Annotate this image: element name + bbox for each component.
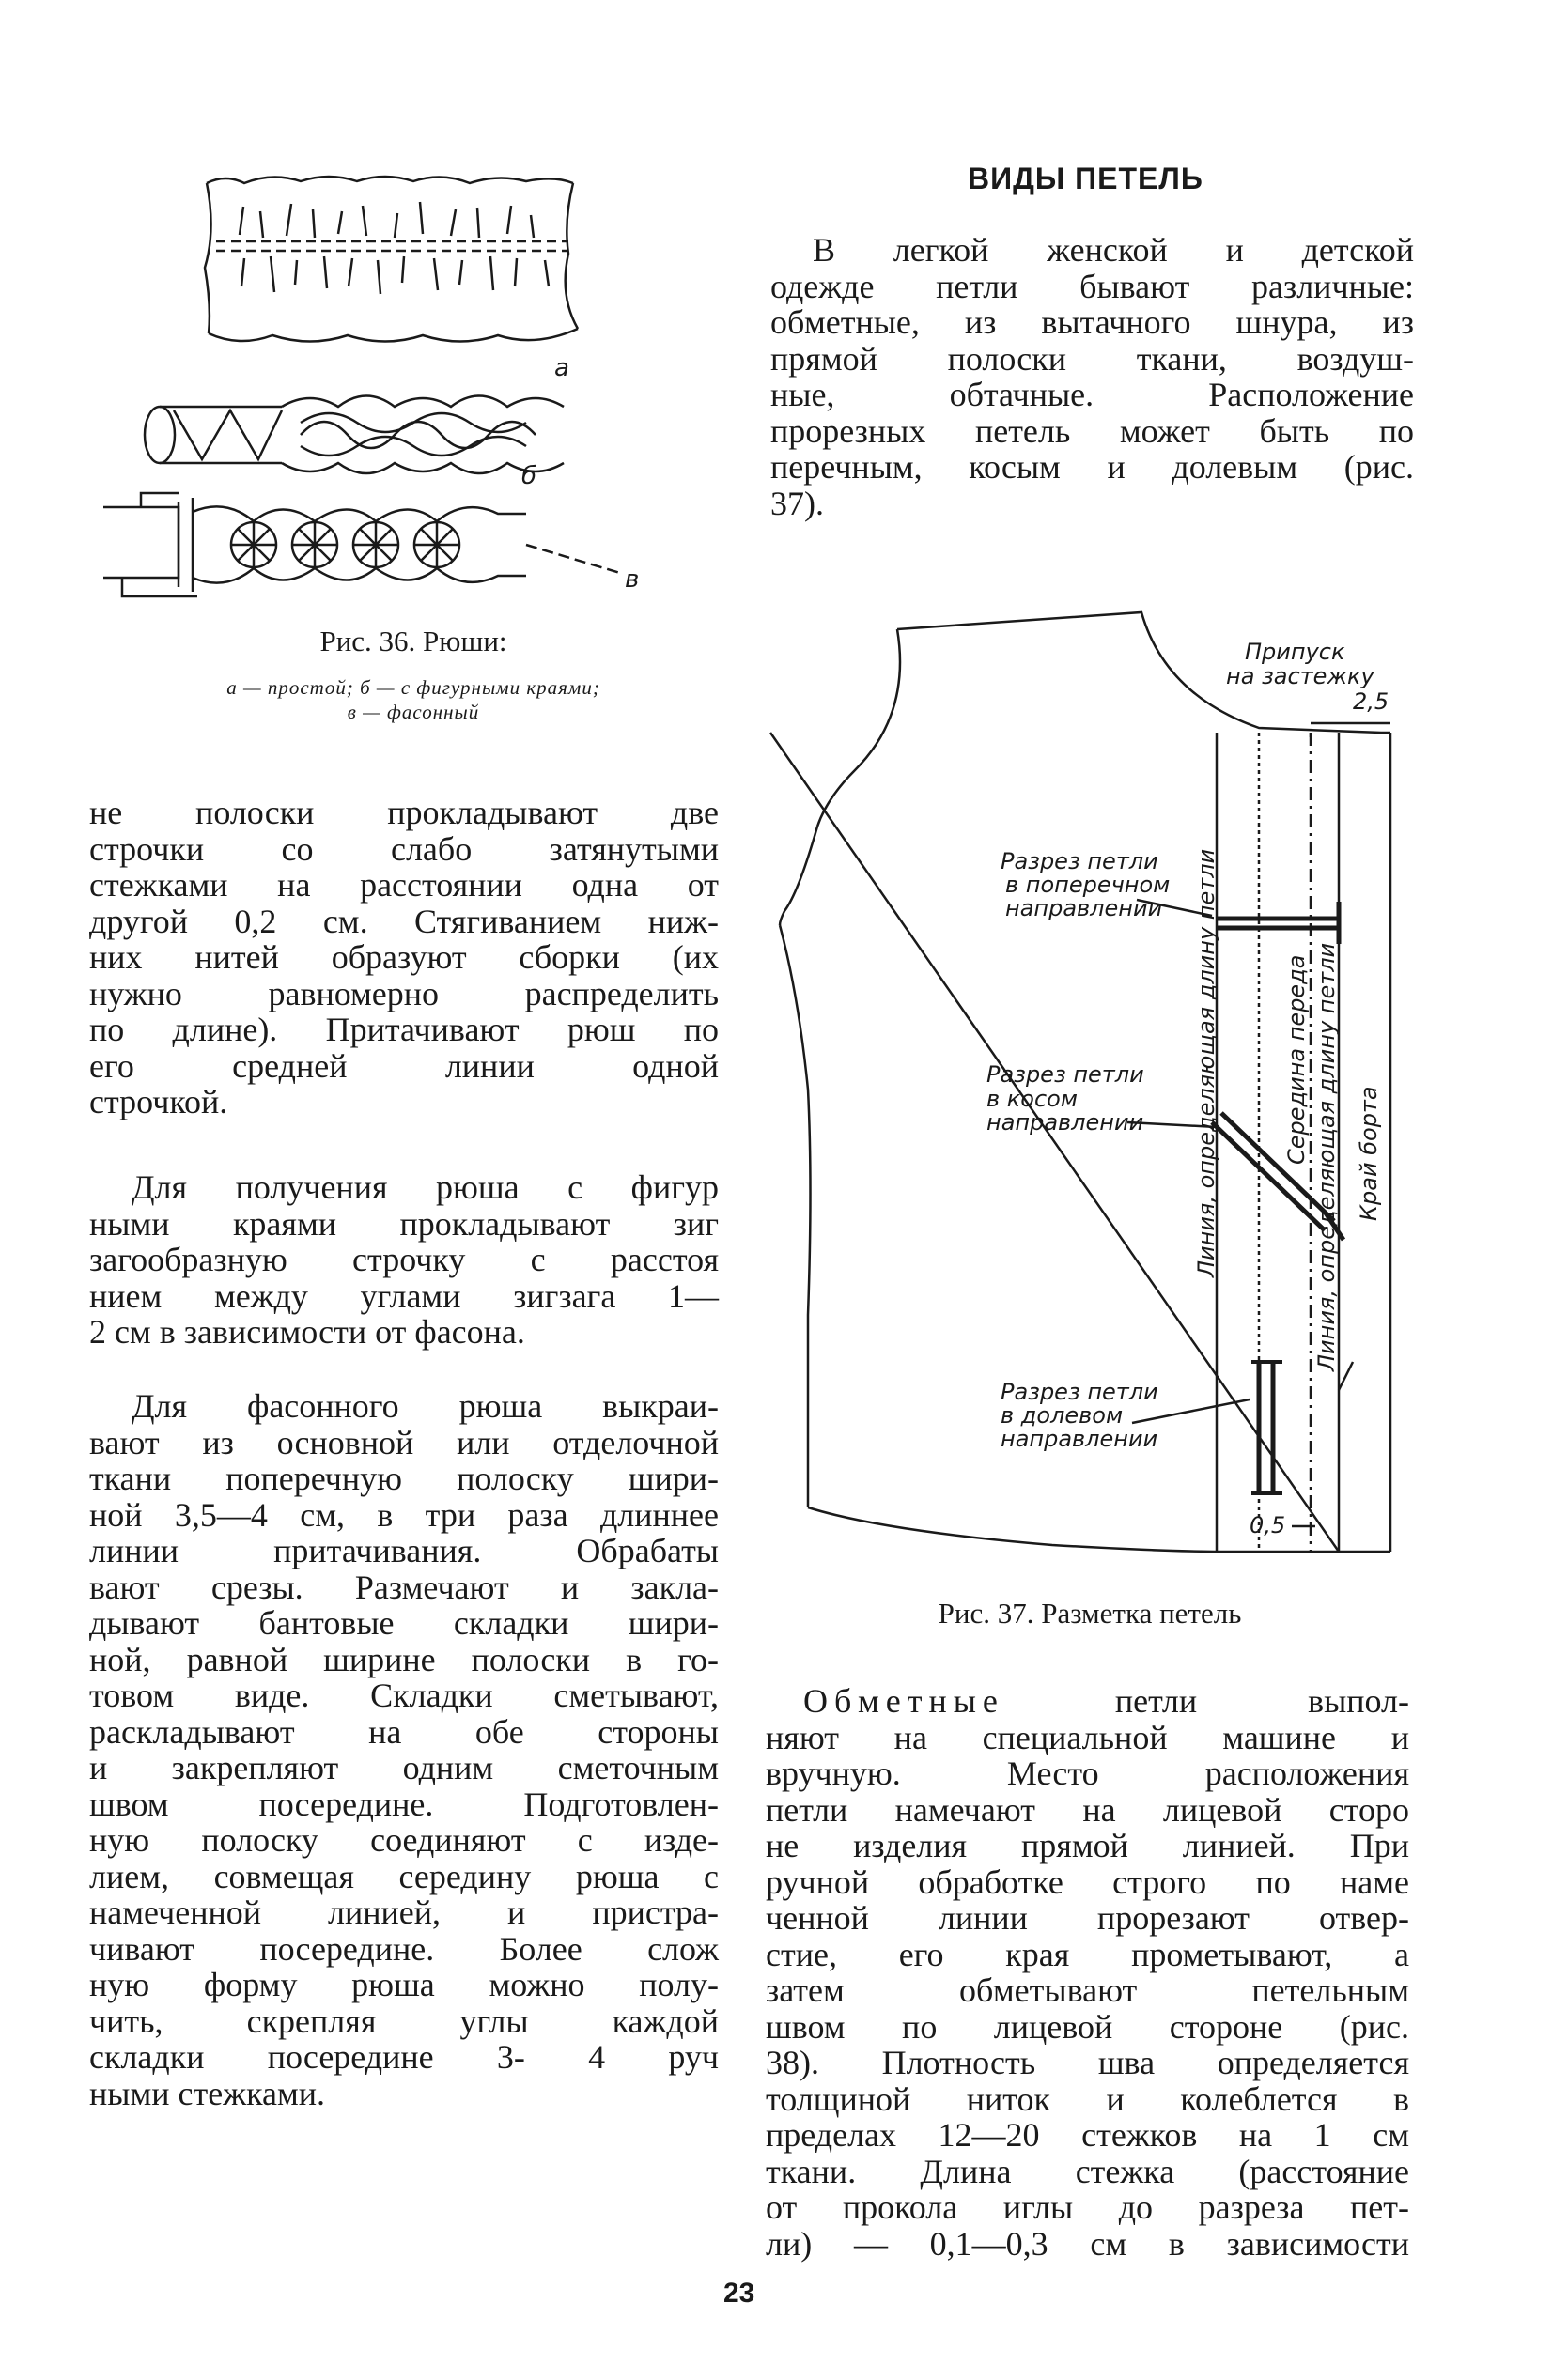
fig37-allowance-label-2: на застежку — [1226, 663, 1374, 689]
text-line: обметные, из вытачного шнура, из — [770, 303, 1414, 341]
text-line: 38). Плотность шва определяется — [766, 2044, 1409, 2081]
fig37-lengthwise-label-2: в долевом — [1001, 1402, 1124, 1429]
text-line: намеченной линией, и пристра- — [89, 1893, 719, 1931]
fig37-vertical-line1: Линия, определяющая длину петли — [1193, 848, 1219, 1277]
fig36-label-a: а — [554, 354, 569, 382]
text-line: чивают посередине. Более слож — [89, 1929, 719, 1968]
text-line: ной 3,5—4 см, в три раза длиннее — [89, 1495, 719, 1534]
fig36-legend-line1: а — простой; б — с фигурными краями; — [226, 676, 600, 699]
figure-36 — [85, 164, 686, 625]
fig37-transverse-label-3: направлении — [1005, 895, 1163, 921]
section-heading: ВИДЫ ПЕТЕЛЬ — [968, 162, 1203, 195]
text-line: одежде петли бывают различные: — [770, 267, 1414, 305]
fig36-label-b: б — [521, 462, 537, 490]
text-line: них нитей образуют сборки (их — [89, 938, 719, 976]
fig37-vertical-center: Середина переда — [1283, 954, 1310, 1165]
text-line — [766, 1683, 1409, 1720]
text-line: ными краями прокладывают зиг — [89, 1204, 719, 1243]
text-line: вают срезы. Размечают и закла- — [89, 1568, 719, 1606]
text-line: В легкой женской и детской — [813, 231, 1414, 269]
text-line: ченной линии прорезают отвер- — [766, 1899, 1409, 1937]
text-line: не полоски прокладывают две — [89, 794, 719, 831]
text-line: вручную. Место расположения — [766, 1754, 1409, 1792]
text-line: нужно равномерно распределить — [89, 974, 719, 1012]
text-line: 2 см в зависимости от фасона. — [89, 1313, 525, 1351]
fig37-lengthwise-label-1: Разрез петли — [1001, 1379, 1158, 1405]
ruffles-illustration — [85, 164, 686, 625]
text-line: ную полоску соединяют с изде- — [89, 1821, 719, 1859]
text-line: стие, его края прометывают, а — [766, 1935, 1409, 1973]
figure-37 — [770, 601, 1428, 1578]
text-line: швом по лицевой стороне (рис. — [766, 2007, 1409, 2046]
right-paragraph-2 — [766, 1683, 1409, 2262]
text-line: Для получения рюша с фигур — [132, 1168, 719, 1206]
fig37-transverse-label-2: в поперечном — [1005, 872, 1171, 898]
fig36-caption: Рис. 36. Рюши: — [319, 625, 507, 657]
text-fragment: петли выпол- — [1114, 1682, 1409, 1720]
fig37-vertical-line2: Линия, определяющая длину петли — [1313, 942, 1340, 1371]
text-line: лием, совмещая середину рюша с — [89, 1857, 719, 1895]
text-line: ручной обработке строго по наме — [766, 1862, 1409, 1901]
text-line: петли намечают на лицевой сторо — [766, 1790, 1409, 1829]
fig37-bottom-value: 0,5 — [1250, 1512, 1286, 1538]
text-line: не изделия прямой линией. При — [766, 1827, 1409, 1864]
fig37-oblique-label-3: направлении — [986, 1109, 1144, 1136]
text-line: ткани. Длина стежка (расстояние — [766, 2152, 1409, 2190]
fig37-vertical-edge: Край борта — [1356, 1086, 1382, 1221]
text-line: загообразную строчку с расстоя — [89, 1241, 719, 1278]
fig37-caption: Рис. 37. Разметка петель — [938, 1597, 1242, 1630]
text-line: линии притачивания. Обрабаты — [89, 1532, 719, 1569]
left-paragraph-1 — [89, 795, 719, 1120]
text-line: дывают бантовые складки шири- — [89, 1604, 719, 1642]
text-line: затем обметывают петельным — [766, 1971, 1409, 2009]
text-line: ли) — 0,1—0,3 см в зависимости — [766, 2224, 1409, 2263]
text-line: раскладывают на обе стороны — [89, 1712, 719, 1751]
text-line: 37). — [770, 484, 824, 522]
text-line: нием между углами зигзага 1— — [89, 1276, 719, 1315]
text-line: от прокола иглы до разреза пет- — [766, 2188, 1409, 2226]
text-line: чить, скрепляя углы каждой — [89, 2001, 719, 2040]
text-line: няют на специальной машине и — [766, 1718, 1409, 1756]
text-line: швом посередине. Подготовлен- — [89, 1785, 719, 1823]
text-line: прямой полоски ткани, воздуш- — [770, 339, 1414, 378]
text-line: его средней линии одной — [89, 1046, 719, 1085]
text-line: товом виде. Складки сметывают, — [89, 1677, 719, 1714]
spaced-term: Обметные — [803, 1682, 1004, 1720]
text-line: ные, обтачные. Расположение — [770, 376, 1414, 413]
text-line: строчки со слабо затянутыми — [89, 829, 719, 868]
text-line: толщиной ниток и колеблется в — [766, 2079, 1409, 2118]
fig37-lengthwise-label-3: направлении — [1001, 1426, 1158, 1452]
text-line: и закрепляют одним сметочным — [89, 1749, 719, 1786]
text-line: по длине). Притачивают рюш по — [89, 1011, 719, 1048]
left-paragraph-2 — [89, 1169, 719, 1351]
text-line: ной, равной ширине полоски в го- — [89, 1640, 719, 1678]
fig36-label-v: в — [625, 565, 640, 594]
fig37-transverse-label-1: Разрез петли — [1001, 848, 1158, 874]
text-line: Для фасонного рюша выкраи- — [132, 1387, 719, 1425]
left-paragraph-3 — [89, 1388, 719, 2111]
text-line: перечным, косым и долевым (рис. — [770, 448, 1414, 486]
text-line: вают из основной или отделочной — [89, 1423, 719, 1461]
page-number: 23 — [723, 2278, 755, 2309]
text-line: ными стежками. — [89, 2074, 326, 2112]
fig37-oblique-label-2: в косом — [986, 1086, 1078, 1112]
text-line: прорезных петель может быть по — [770, 411, 1414, 450]
text-line: строчкой. — [89, 1083, 228, 1120]
fig37-oblique-label-1: Разрез петли — [986, 1061, 1144, 1088]
text-line: ткани поперечную полоску шири- — [89, 1460, 719, 1497]
text-line: ную форму рюша можно полу- — [89, 1966, 719, 2003]
fig37-allowance-label-1: Припуск — [1245, 639, 1345, 665]
fig36-legend-line2: в — фасонный — [347, 701, 480, 723]
fig37-allowance-value: 2,5 — [1353, 688, 1389, 715]
right-intro-paragraph — [770, 232, 1414, 521]
text-line: стежками на расстоянии одна от — [89, 866, 719, 904]
text-line: другой 0,2 см. Стягиванием ниж- — [89, 902, 719, 940]
text-line: складки посередине 3- 4 руч — [89, 2038, 719, 2076]
text-line: пределах 12—20 стежков на 1 см — [766, 2116, 1409, 2154]
